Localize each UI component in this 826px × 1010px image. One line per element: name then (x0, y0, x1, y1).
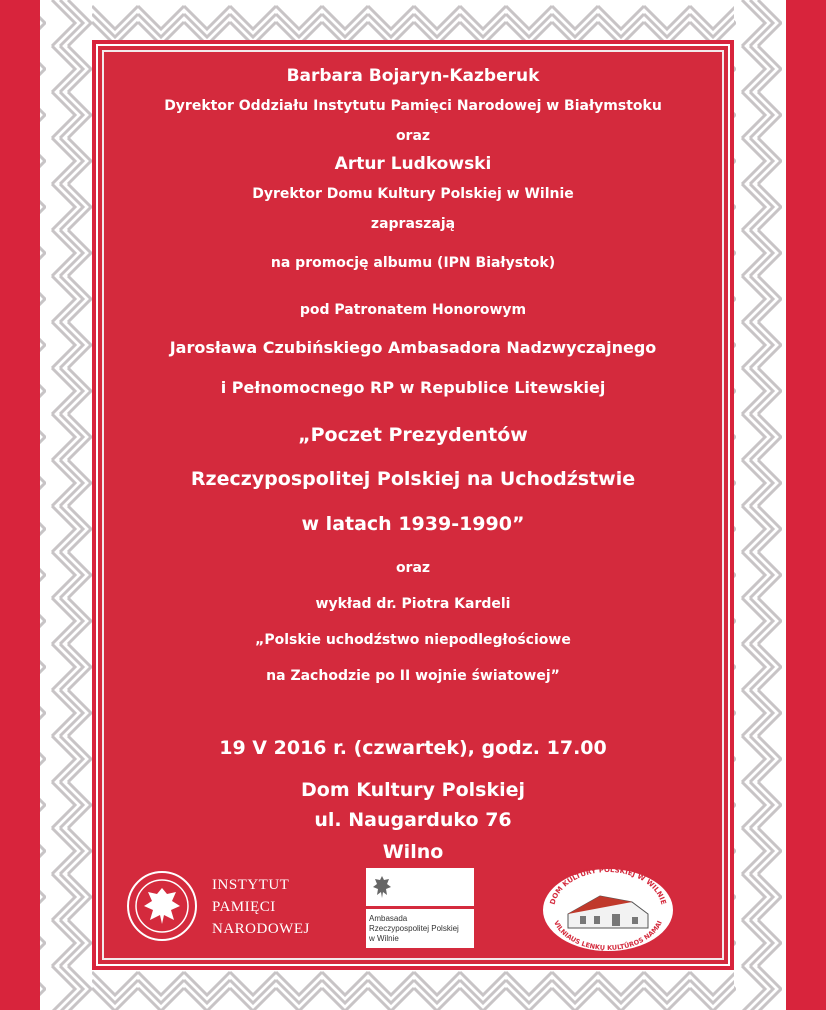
patronage-label: pod Patronatem Honorowym (299, 302, 527, 318)
dkp-emblem (540, 862, 676, 952)
dkp-arc-top: DOM KULTURY POLSKIEJ W WILNIE (548, 865, 668, 906)
dkp-arc-bottom: VILNIAUS LENKŲ KULTŪROS NAMAI (552, 919, 664, 952)
dkp-logo (540, 860, 676, 960)
album-title-2: Rzeczypospolitej Polskiej na Uchodźstwie (190, 468, 636, 490)
album-promo: na promocję albumu (IPN Białystok) (270, 255, 556, 271)
embassy-line2: Rzeczypospolitej Polskiej (369, 924, 459, 933)
host2-title: Dyrektor Domu Kultury Polskiej w Wilnie (252, 186, 574, 202)
embassy-plate (366, 868, 474, 948)
embassy-line1: Ambasada (369, 914, 408, 923)
ipn-eagle-seal-icon (126, 870, 198, 942)
conjunction-1: oraz (395, 128, 431, 144)
ipn-logo-line2: PAMIĘCI (212, 899, 276, 915)
venue-street: ul. Naugarduko 76 (314, 809, 512, 831)
patron-title: i Pełnomocnego RP w Republice Litewskiej (220, 378, 606, 397)
invite-verb: zapraszają (370, 216, 456, 232)
embassy-line3: w Wilnie (369, 934, 399, 943)
host2-name: Artur Ludkowski (334, 154, 492, 174)
host1-name: Barbara Bojaryn-Kazberuk (286, 66, 540, 86)
ipn-logo-line1: INSTYTUT (212, 877, 290, 893)
host1-title: Dyrektor Oddziału Instytutu Pamięci Narodowej w Białymstoku (164, 98, 662, 114)
lecture-title-2: na Zachodzie po II wojnie światowej” (266, 668, 560, 684)
ipn-logo-line3: NARODOWEJ (212, 921, 310, 937)
patron-name: Jarosława Czubińskiego Ambasadora Nadzwyczajnego (169, 338, 657, 357)
ipn-logo (126, 860, 346, 960)
embassy-logo (366, 860, 478, 960)
conjunction-2: oraz (395, 560, 431, 576)
album-title-1: „Poczet Prezydentów (298, 424, 528, 446)
venue-name: Dom Kultury Polskiej (301, 779, 525, 801)
lecture-title-1: „Polskie uchodźstwo niepodległościowe (255, 632, 571, 648)
venue-city: Wilno (382, 841, 444, 863)
polish-eagle-icon (371, 874, 393, 900)
event-date: 19 V 2016 r. (czwartek), godz. 17.00 (219, 737, 607, 759)
album-title-3: w latach 1939-1990” (301, 513, 525, 535)
embassy-red-bar (366, 906, 474, 909)
lecture-speaker: wykład dr. Piotra Kardeli (315, 596, 511, 612)
